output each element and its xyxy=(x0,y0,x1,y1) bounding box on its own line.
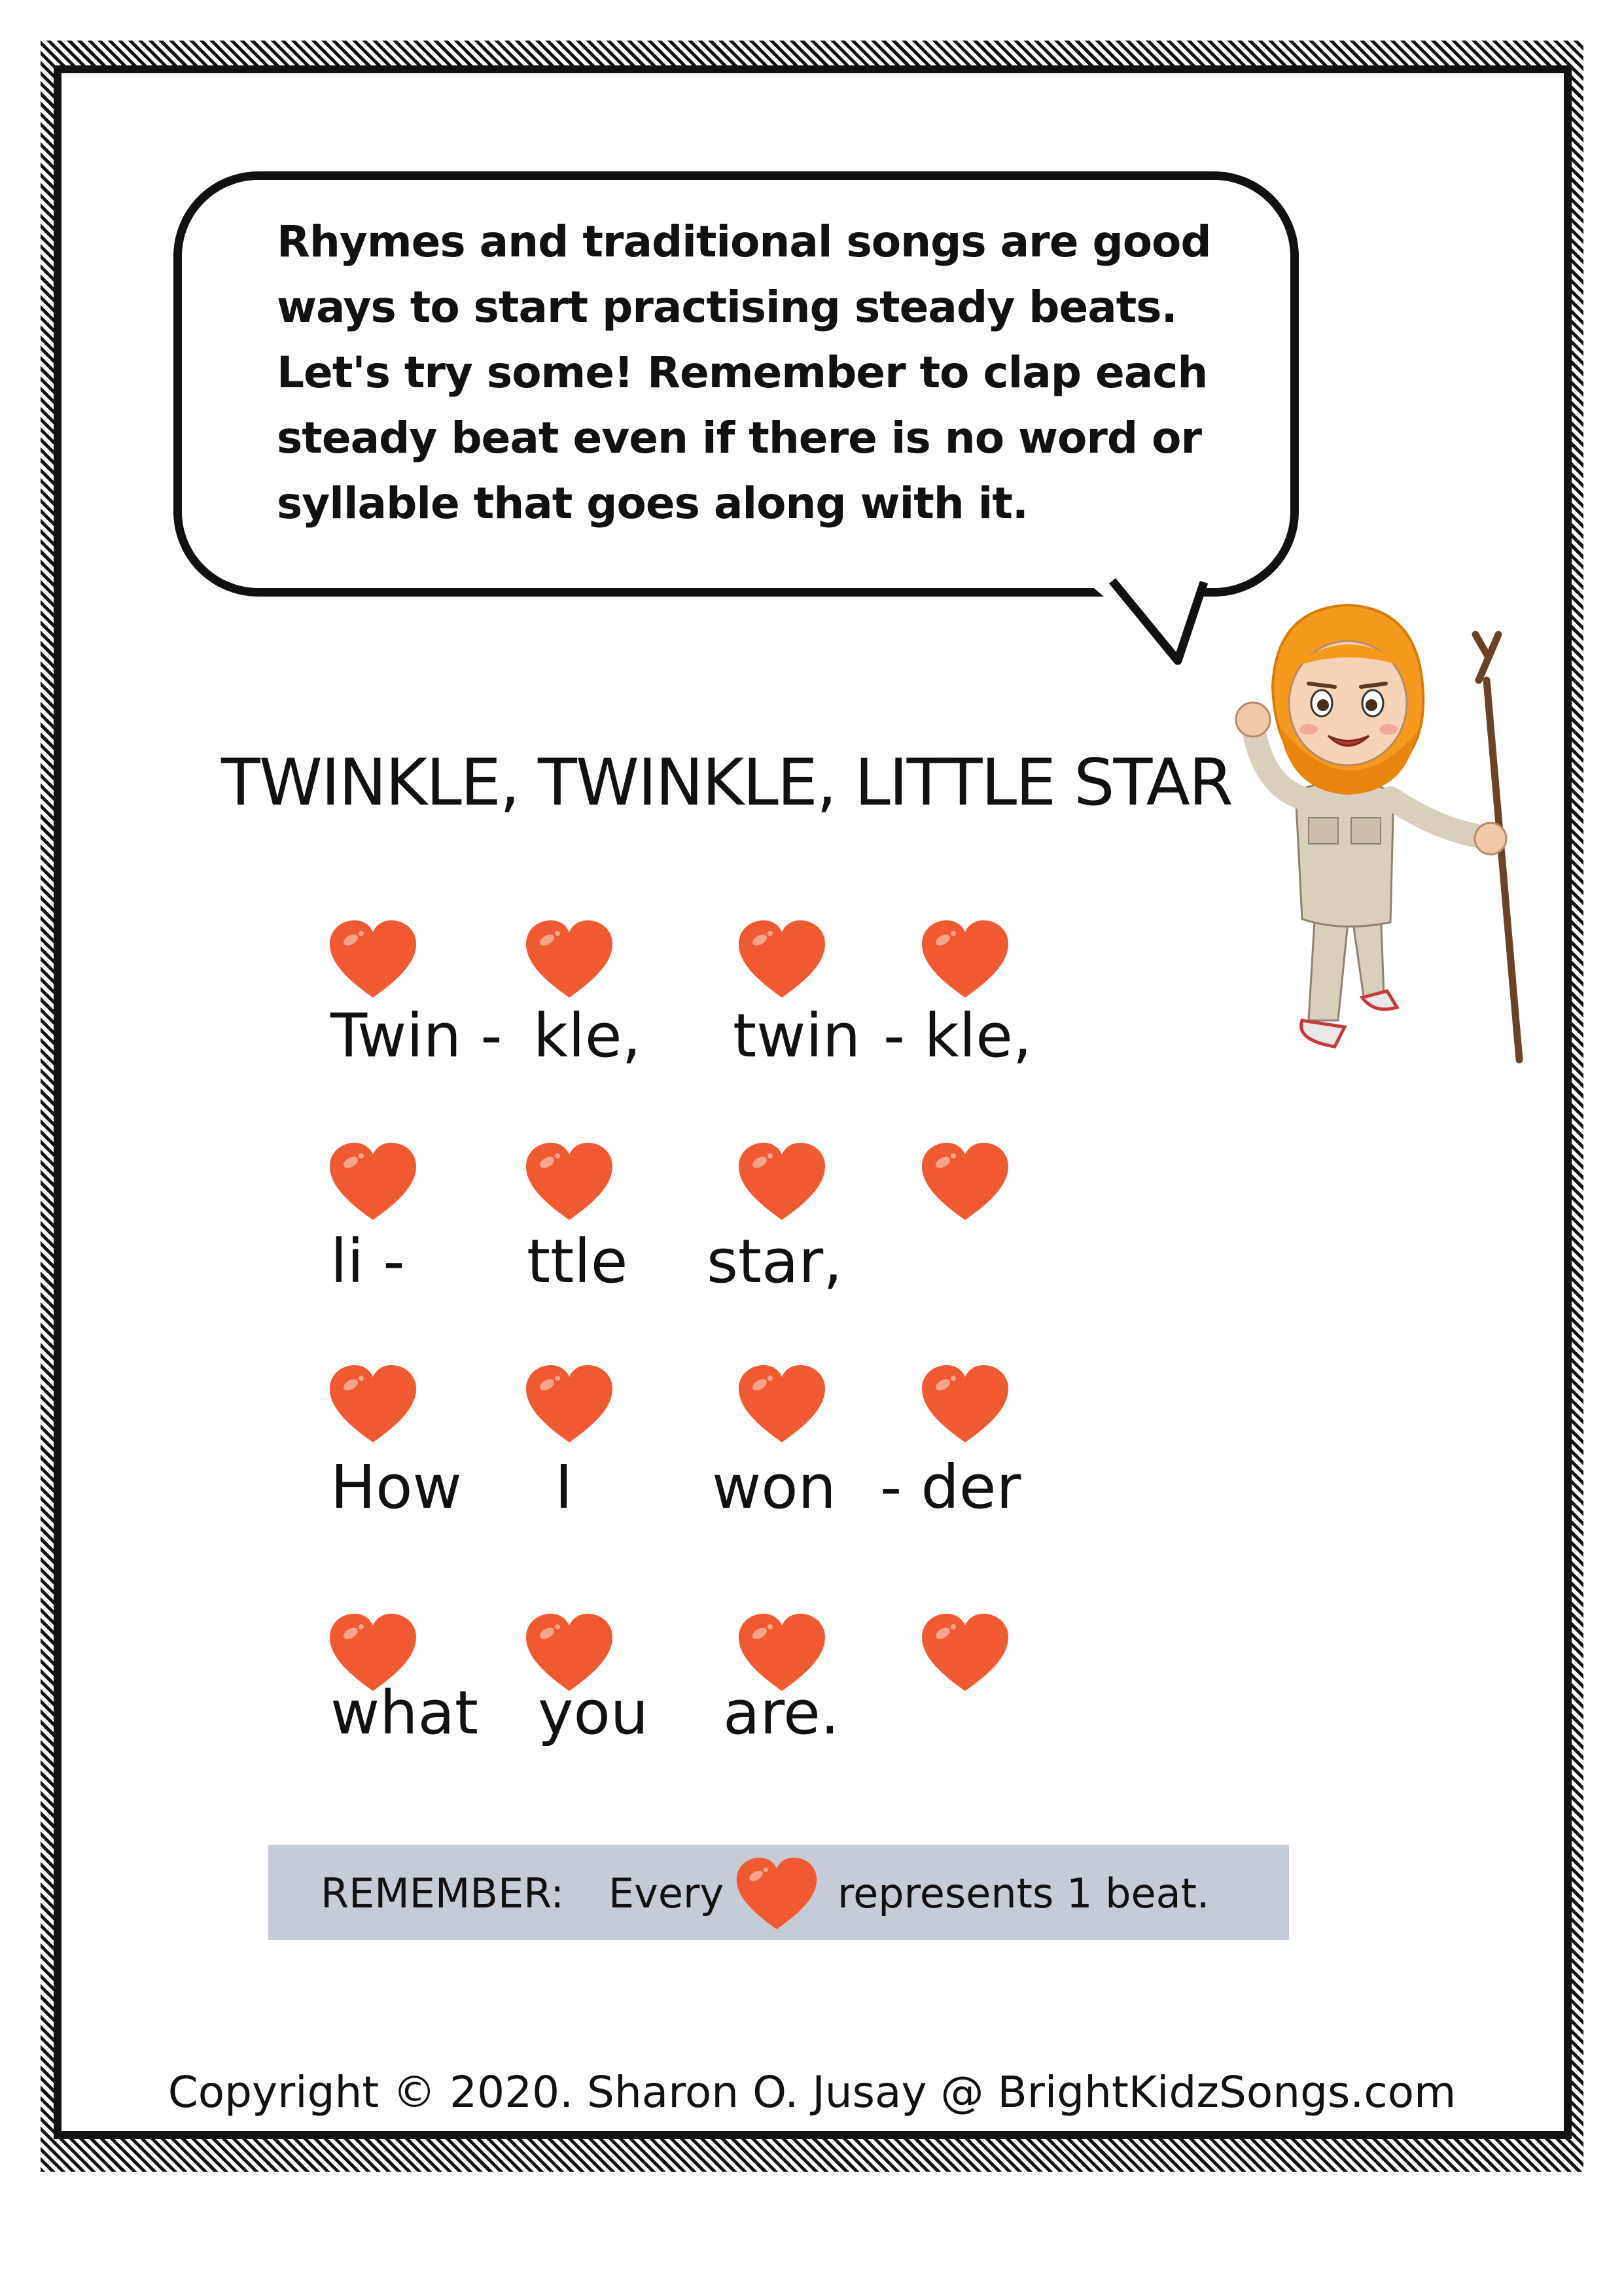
remember-every: Every xyxy=(609,1870,724,1917)
heart-icon xyxy=(327,1364,419,1445)
remember-label: REMEMBER: xyxy=(321,1870,565,1917)
copyright-text: Copyright © 2020. Sharon O. Jusay @ BrightKidzSongs.com xyxy=(168,2067,1456,2117)
heart-icon xyxy=(734,1856,819,1932)
heart-icon xyxy=(523,1141,615,1223)
heart-icon xyxy=(736,1141,828,1223)
lyric-syllable: kle, xyxy=(533,1001,641,1071)
heart-icon xyxy=(736,919,828,1000)
lyric-syllable: won xyxy=(712,1452,836,1522)
lyric-syllable: Twin - xyxy=(330,1001,503,1071)
lyric-syllable: ttle xyxy=(527,1226,628,1296)
lyric-syllable: I xyxy=(555,1452,573,1522)
lyric-syllable: - kle, xyxy=(883,1001,1033,1071)
heart-icon xyxy=(736,1364,828,1445)
remember-note xyxy=(268,1845,1289,1940)
speech-bubble xyxy=(173,171,1299,597)
lyric-syllable: - der xyxy=(880,1452,1021,1522)
lyric-syllable: star, xyxy=(707,1226,843,1296)
heart-icon xyxy=(523,919,615,1000)
heart-icon xyxy=(327,919,419,1000)
lyric-syllable: are. xyxy=(723,1678,840,1748)
lyric-syllable: what xyxy=(330,1678,479,1748)
remember-text: represents 1 beat. xyxy=(838,1870,1210,1917)
speech-bubble-text: Rhymes and traditional songs are good ways to start practising steady beats. Let's try some! Remember to clap each steady beat even if there is no word or syllable that goes along with it. xyxy=(277,217,1211,529)
heart-icon xyxy=(523,1364,615,1445)
lyric-syllable: li - xyxy=(330,1226,405,1296)
song-title: TWINKLE, TWINKLE, LITTLE STAR xyxy=(221,746,1232,820)
heart-icon xyxy=(919,1141,1011,1223)
heart-icon xyxy=(919,1364,1011,1445)
lyric-syllable: twin xyxy=(733,1001,861,1071)
heart-icon xyxy=(919,1612,1011,1694)
girl-with-walking-stick-illustration xyxy=(1217,595,1544,1066)
lyric-syllable: How xyxy=(330,1452,462,1522)
heart-icon xyxy=(327,1141,419,1223)
lyric-syllable: you xyxy=(538,1678,649,1748)
heart-icon xyxy=(919,919,1011,1000)
